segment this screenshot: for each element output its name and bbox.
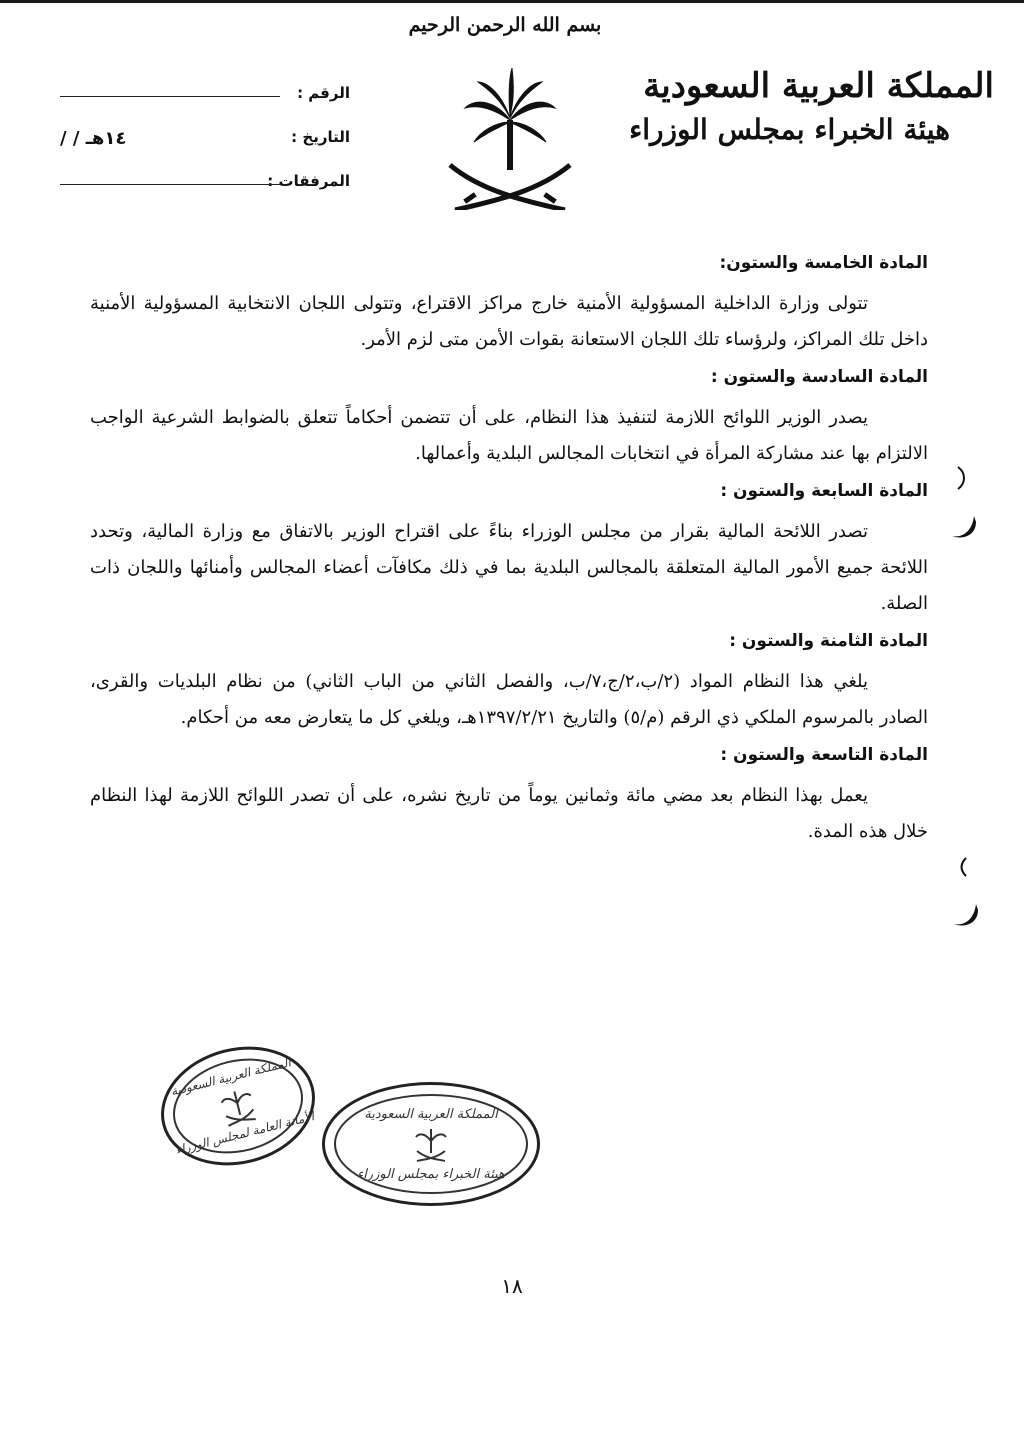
seal-top-text: المملكة العربية السعودية xyxy=(169,1055,293,1099)
attachments-row xyxy=(60,168,350,212)
ref-label: الرقم : xyxy=(297,84,350,102)
org-name-line1: المملكة العربية السعودية xyxy=(643,66,994,106)
official-seal-left xyxy=(148,1031,327,1181)
basmala: بسم الله الرحمن الرحيم xyxy=(408,14,602,36)
attachments-line xyxy=(60,184,280,185)
article-text: تصدر اللائحة المالية بقرار من مجلس الوزراء بناءً على اقتراح الوزير بالاتفاق مع وزارة المالية، وتحدد اللائحة جميع الأمور المالية المتعلقة بالمجالس البلدية بما في ذلك مكافآت أعضاء المجالس وأمنائها واللجان ذات الصلة. xyxy=(90,521,928,614)
saudi-emblem-palm-swords-icon xyxy=(440,60,580,210)
date-value: / / ١٤هـ xyxy=(60,128,127,149)
date-label: التاريخ : xyxy=(291,128,350,146)
article-text: يعمل بهذا النظام بعد مضي مائة وثمانين يوماً من تاريخ نشره، على أن تصدر اللوائح اللازمة لهذا النظام خلال هذه المدة. xyxy=(90,785,928,842)
margin-crescent-mark xyxy=(952,900,980,930)
page-number: ١٨ xyxy=(501,1274,523,1298)
letterhead xyxy=(614,62,994,150)
document-body xyxy=(90,246,928,852)
margin-bracket-mark xyxy=(958,856,970,878)
ref-line xyxy=(60,96,280,97)
date-row xyxy=(60,124,350,168)
seal-bottom-text: هيئة الخبراء بمجلس الوزراء xyxy=(357,1167,505,1182)
article-text: يصدر الوزير اللوائح اللازمة لتنفيذ هذا النظام، على أن تتضمن أحكاماً تتعلق بالضوابط الشرعية الواجب الالتزام بها عند مشاركة المرأة في انتخابات المجالس البلدية وأعمالها. xyxy=(90,407,928,464)
margin-bracket-mark xyxy=(954,465,968,491)
article-title: المادة السابعة والستون : xyxy=(720,481,928,501)
seal-bottom-text: الأمانة العامة لمجلس الوزراء xyxy=(174,1109,316,1158)
org-name-line2: هيئة الخبراء بمجلس الوزراء xyxy=(629,113,950,146)
seal-top-text: المملكة العربية السعودية xyxy=(364,1107,498,1122)
official-seal-right xyxy=(322,1082,540,1206)
article-title: المادة الثامنة والستون : xyxy=(729,631,928,651)
attachments-label: المرفقات : xyxy=(267,172,350,190)
article-65 xyxy=(90,246,928,358)
article-title: المادة الخامسة والستون: xyxy=(719,253,928,273)
ref-row xyxy=(60,80,350,124)
article-69 xyxy=(90,738,928,850)
article-title: المادة السادسة والستون : xyxy=(710,367,928,387)
article-68 xyxy=(90,624,928,736)
article-text: تتولى وزارة الداخلية المسؤولية الأمنية خارج مراكز الاقتراع، وتتولى اللجان الانتخابية المسؤولية الأمنية داخل تلك المراكز، ولرؤساء تلك اللجان الاستعانة بقوات الأمن متى لزم الأمر. xyxy=(90,293,928,350)
top-border xyxy=(0,0,1024,3)
article-text: يلغي هذا النظام المواد (٢/ب،٢/ج،٧/ب، والفصل الثاني من الباب الثاني) من نظام البلديات والقرى، الصادر بالمرسوم الملكي ذي الرقم (م/٥) والتاريخ ١٣٩٧/٢/٢١هـ، ويلغي كل ما يتعارض معه من أحكام. xyxy=(90,671,928,728)
article-66 xyxy=(90,360,928,472)
article-67 xyxy=(90,474,928,622)
seal-emblem-icon xyxy=(411,1123,451,1163)
article-title: المادة التاسعة والستون : xyxy=(720,745,928,765)
reference-block xyxy=(60,80,350,212)
margin-crescent-mark xyxy=(950,512,978,542)
